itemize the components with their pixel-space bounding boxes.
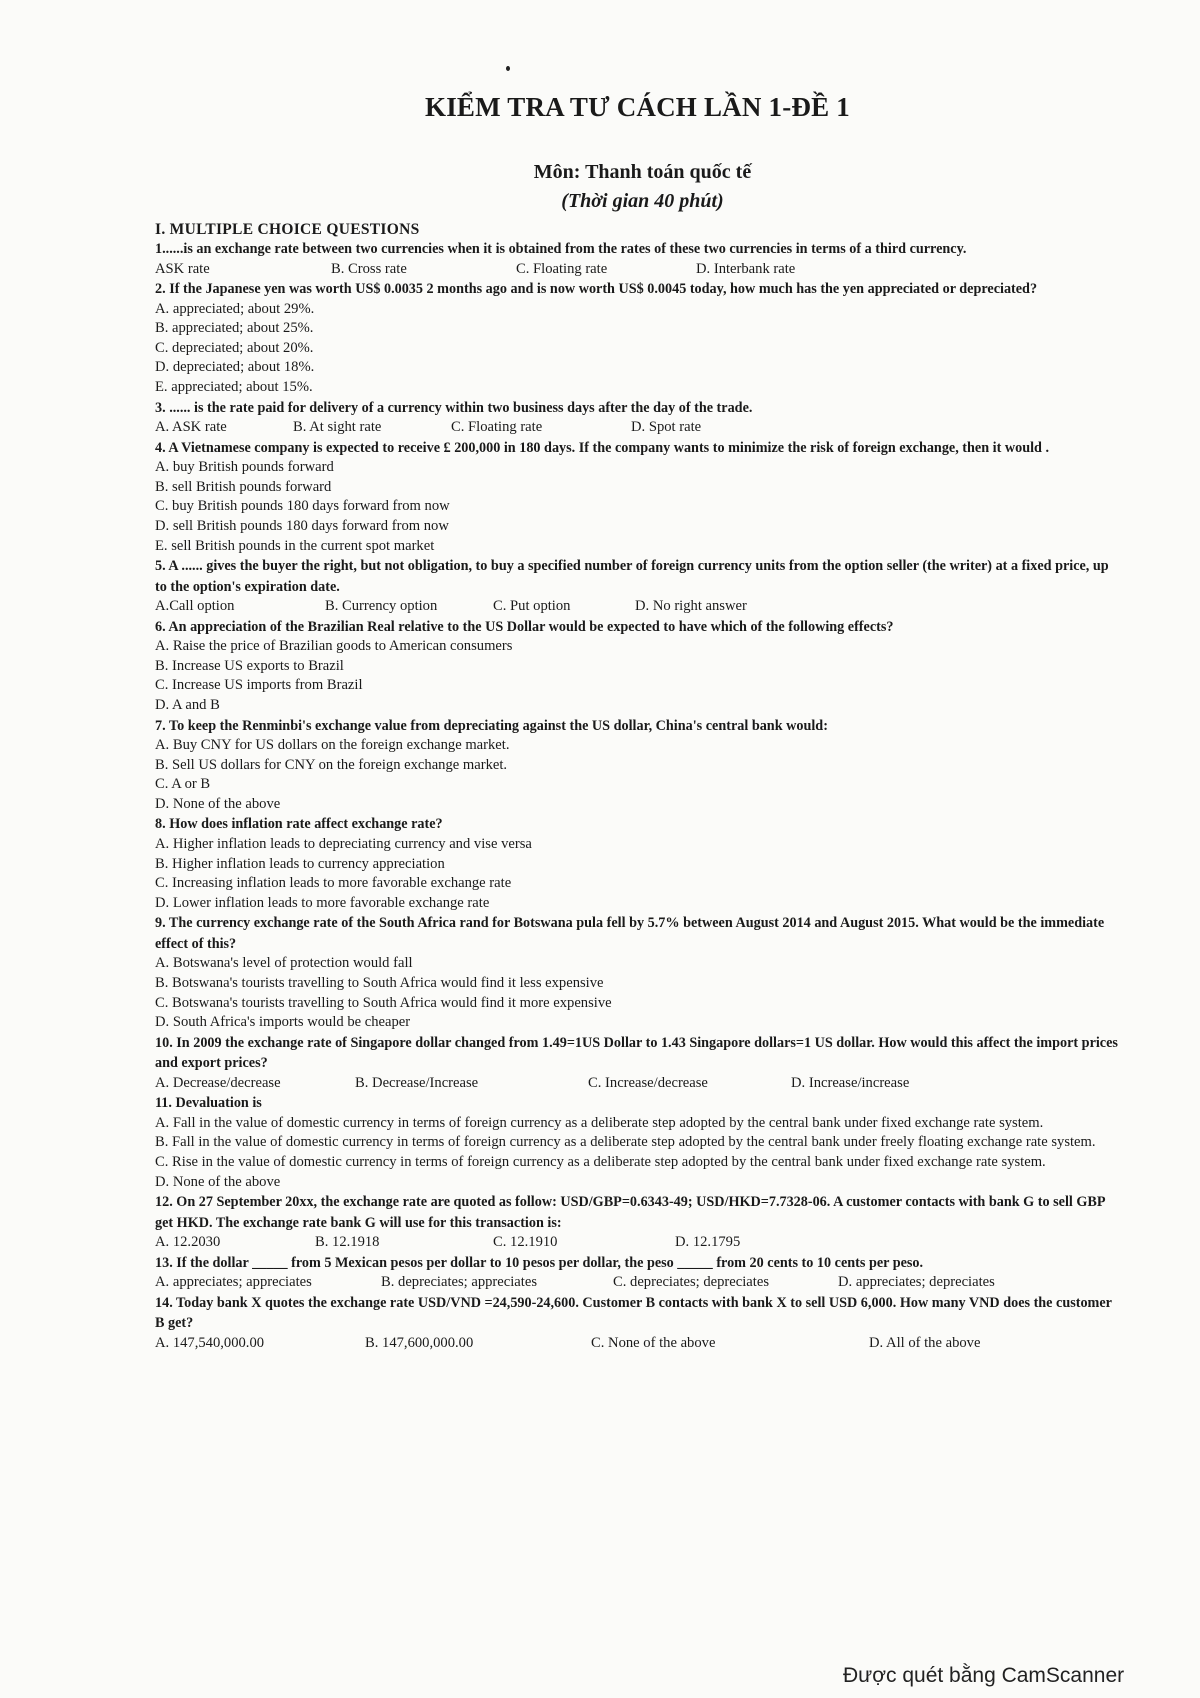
time-limit: (Thời gian 40 phút) <box>561 190 724 212</box>
answer-option: A. 12.2030 <box>155 1234 221 1251</box>
question-14 <box>155 1293 1120 1354</box>
question-13 <box>155 1253 1120 1293</box>
answer-option: B. Higher inflation leads to currency appreciation <box>155 855 445 872</box>
question-stem: 13. If the dollar _____ from 5 Mexican pesos per dollar to 10 pesos per dollar, the peso _____ from 20 cents to 10 cents per peso. <box>155 1254 924 1271</box>
answer-option: B. Decrease/Increase <box>355 1074 479 1091</box>
answer-option: A. Botswana's level of protection would fall <box>155 955 413 972</box>
answer-option: C. Rise in the value of domestic currency in terms of foreign currency as a deliberate step adopted by the central bank under fixed exchange rate system. <box>155 1154 1046 1170</box>
answer-option: A. appreciates; appreciates <box>155 1274 312 1291</box>
answer-option: D. Lower inflation leads to more favorable exchange rate <box>155 894 490 911</box>
answer-option: C. None of the above <box>591 1334 716 1351</box>
answer-option: D. All of the above <box>869 1334 981 1351</box>
answer-option: D. None of the above <box>155 795 281 812</box>
answer-row <box>155 418 1120 438</box>
answer-option: A. Fall in the value of domestic currency in terms of foreign currency as a deliberate step adopted by the central bank under fixed exchange rate system. <box>155 1114 1044 1131</box>
scan-speck <box>506 66 510 71</box>
question-stem: 1......is an exchange rate between two currencies when it is obtained from the rates of these two currencies in terms of a third currency. <box>155 241 967 257</box>
answer-option: D. None of the above <box>155 1173 281 1190</box>
answer-option: D. 12.1795 <box>675 1234 741 1251</box>
answer-option: ASK rate <box>155 260 210 277</box>
answer-option: D. No right answer <box>635 598 747 615</box>
answer-option: D. Interbank rate <box>696 260 796 277</box>
answer-option: A. Higher inflation leads to depreciating currency and vise versa <box>155 835 532 852</box>
answer-option: B. appreciated; about 25%. <box>155 320 314 337</box>
answer-option: D. A and B <box>155 697 220 713</box>
answer-option: D. Increase/increase <box>791 1074 910 1091</box>
answer-row <box>155 1273 1120 1293</box>
answer-option: A.Call option <box>155 598 235 615</box>
answer-option: B. Cross rate <box>331 260 407 277</box>
answer-option: B. sell British pounds forward <box>155 478 332 495</box>
answer-option: A. ASK rate <box>155 419 227 436</box>
answer-option: B. Fall in the value of domestic currency in terms of foreign currency as a deliberate step adopted by the central bank under freely floating exchange rate system. <box>155 1134 1096 1151</box>
answer-row <box>155 1074 1120 1094</box>
question-12 <box>155 1192 1120 1253</box>
answer-option: B. Currency option <box>325 598 438 615</box>
question-4 <box>155 438 1120 556</box>
answer-option: C. Floating rate <box>516 260 608 277</box>
answer-row <box>155 1233 1120 1253</box>
answer-option: E. appreciated; about 15%. <box>155 378 313 395</box>
question-stem: 7. To keep the Renminbi's exchange value from depreciating against the US dollar, China's central bank would: <box>155 717 828 734</box>
question-6 <box>155 617 1120 716</box>
answer-option: D. Spot rate <box>631 419 702 436</box>
answer-option: E. sell British pounds in the current spot market <box>155 537 435 554</box>
question-stem: 8. How does inflation rate affect exchange rate? <box>155 816 443 833</box>
answer-option: C. buy British pounds 180 days forward from now <box>155 498 450 515</box>
answer-option: D. South Africa's imports would be cheaper <box>155 1014 411 1031</box>
answer-option: A. appreciated; about 29%. <box>155 300 315 317</box>
question-stem: 14. Today bank X quotes the exchange rate USD/VND =24,590-24,600. Customer B contacts with bank X to sell USD 6,000. How many VND does the customer B get? <box>155 1294 1112 1332</box>
answer-option: C. A or B <box>155 776 211 793</box>
answer-option: A. 147,540,000.00 <box>155 1334 265 1351</box>
answer-option: B. Increase US exports to Brazil <box>155 657 344 674</box>
question-stem: 10. In 2009 the exchange rate of Singapore dollar changed from 1.49=1US Dollar to 1.43 Singapore dollars=1 US dollar. How would this affect the import prices and export prices? <box>155 1034 1118 1072</box>
answer-option: C. Put option <box>493 598 571 615</box>
question-10 <box>155 1033 1120 1094</box>
question-9 <box>155 913 1120 1032</box>
section-heading: I. MULTIPLE CHOICE QUESTIONS <box>155 221 420 238</box>
answer-option: C. depreciates; depreciates <box>613 1274 769 1291</box>
question-11 <box>155 1093 1120 1192</box>
question-stem: 12. On 27 September 20xx, the exchange rate are quoted as follow: USD/GBP=0.6343-49; USD/HKD=7.7328-06. A customer contacts with bank G to sell GBP get HKD. The exchange rate bank G will use for this transaction is: <box>155 1194 1105 1231</box>
question-1 <box>155 239 1120 279</box>
answer-option: B. 147,600,000.00 <box>365 1334 474 1351</box>
page-title: KIỂM TRA TƯ CÁCH LẦN 1-ĐỀ 1 <box>425 92 850 122</box>
answer-option: B. Botswana's tourists travelling to South Africa would find it less expensive <box>155 974 604 991</box>
answer-option: D. depreciated; about 18%. <box>155 359 315 376</box>
question-stem: 6. An appreciation of the Brazilian Real relative to the US Dollar would be expected to have which of the following effects? <box>155 618 894 635</box>
question-7 <box>155 716 1120 815</box>
question-stem: 9. The currency exchange rate of the South Africa rand for Botswana pula fell by 5.7% between August 2014 and August 2015. What would be the immediate effect of this? <box>155 915 1105 952</box>
scanner-watermark: Được quét bằng CamScanner <box>843 1664 1125 1687</box>
answer-option: C. Increase US imports from Brazil <box>155 677 363 694</box>
question-stem: 3. ...... is the rate paid for delivery of a currency within two business days after the day of the trade. <box>155 399 753 416</box>
answer-option: B. At sight rate <box>293 419 382 436</box>
question-3 <box>155 398 1120 438</box>
answer-row <box>155 1334 1120 1354</box>
answer-row <box>155 260 1120 280</box>
answer-option: D. sell British pounds 180 days forward from now <box>155 517 449 534</box>
answer-option: B. Sell US dollars for CNY on the foreign exchange market. <box>155 756 508 773</box>
answer-option: A. buy British pounds forward <box>155 459 334 476</box>
answer-option: C. depreciated; about 20%. <box>155 339 314 356</box>
answer-option: A. Decrease/decrease <box>155 1074 281 1091</box>
question-5 <box>155 556 1120 617</box>
answer-option: C. Increase/decrease <box>588 1074 708 1091</box>
answer-option: D. appreciates; depreciates <box>838 1274 995 1291</box>
question-8 <box>155 814 1120 913</box>
question-2 <box>155 279 1120 397</box>
answer-option: B. depreciates; appreciates <box>381 1274 537 1291</box>
answer-option: C. Increasing inflation leads to more favorable exchange rate <box>155 875 512 892</box>
question-stem: 2. If the Japanese yen was worth US$ 0.0035 2 months ago and is now worth US$ 0.0045 today, how much has the yen appreciated or depreciated? <box>155 281 1038 298</box>
answer-row <box>155 597 1120 617</box>
answer-option: A. Buy CNY for US dollars on the foreign exchange market. <box>155 737 510 754</box>
question-stem: 5. A ...... gives the buyer the right, but not obligation, to buy a specified number of foreign currency units from the option seller (the writer) at a fixed price, up to the option's expiration date. <box>155 558 1109 595</box>
question-stem: 4. A Vietnamese company is expected to receive £ 200,000 in 180 days. If the company wants to minimize the risk of foreign exchange, then it would . <box>155 439 1050 456</box>
answer-option: B. 12.1918 <box>315 1234 380 1251</box>
answer-option: C. Botswana's tourists travelling to South Africa would find it more expensive <box>155 994 612 1011</box>
question-stem: 11. Devaluation is <box>155 1095 262 1112</box>
answer-option: C. Floating rate <box>451 419 543 436</box>
answer-option: A. Raise the price of Brazilian goods to American consumers <box>155 638 513 655</box>
subject-line: Môn: Thanh toán quốc tế <box>533 161 752 183</box>
answer-option: C. 12.1910 <box>493 1234 558 1251</box>
